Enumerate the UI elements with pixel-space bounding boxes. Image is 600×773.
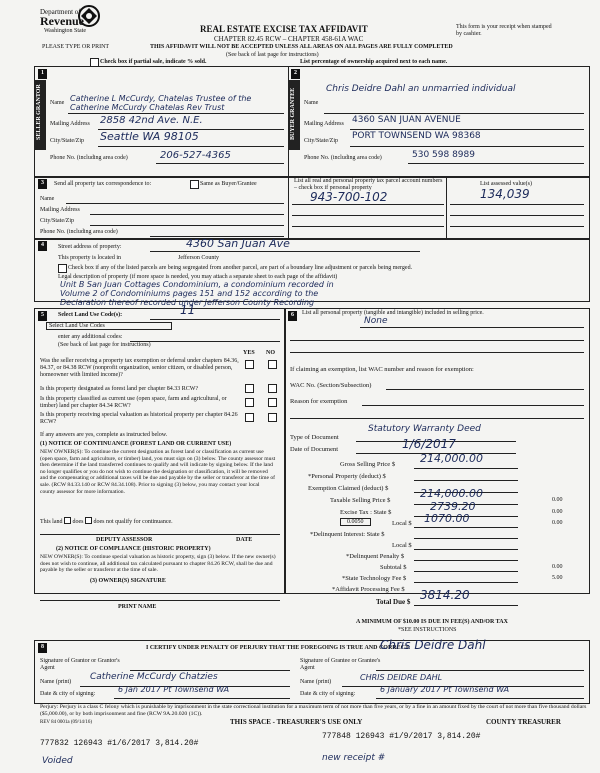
notice2-title: (2) NOTICE OF COMPLIANCE (HISTORIC PROPERTY) [56, 546, 211, 552]
tax-name-label: Name [40, 196, 55, 202]
select-codes-dropdown[interactable]: Select Land Use Codes [46, 322, 172, 330]
buyer-name-field[interactable]: Chris Deidre Dahl an unmarried individual [326, 84, 516, 94]
q-current-no[interactable] [268, 398, 277, 407]
personal-property-field[interactable]: None [364, 316, 388, 326]
q-exemption-no[interactable] [268, 360, 277, 369]
exemption-label: If claiming an exemption, list WAC number and reason for exemption: [290, 366, 474, 373]
does-checkbox[interactable] [64, 517, 71, 524]
revenue-label: Revenue [40, 14, 84, 28]
rate-box: 0.0050 [340, 518, 371, 526]
segregate-checkbox[interactable] [58, 264, 67, 273]
doc-date-field[interactable]: 1/6/2017 [402, 437, 456, 451]
parcel-header: List all real and personal property tax parcel account numbers – check box if personal property [294, 178, 443, 191]
section-4-badge: 4 [38, 241, 47, 251]
buyer-side-label: BUYER GRANTEE [290, 87, 296, 140]
segregate-label: Check box if any of the listed parcels are being segregated from another parcel, are part of a boundary line adjustment or parcels being merged. [68, 265, 413, 271]
grantor-name-field[interactable]: Catherine McCurdy Chatzies [90, 672, 218, 682]
section-5-badge: 5 [38, 311, 47, 321]
buyer-address-field[interactable]: 4360 SAN JUAN AVENUE [352, 115, 461, 125]
seller-address-field[interactable]: 2858 42nd Ave. N.E. [100, 115, 203, 126]
seller-side-label: SELLER GRANTOR [36, 84, 42, 140]
new-receipt-note: new receipt # [322, 753, 386, 763]
section-6-badge: 6 [288, 311, 297, 321]
q-exemption: Was the seller receiving a property tax exemption or deferral under chapters 84.36, 84.37, or 84.38 RCW (nonprofit organization, senior citizen, or disabled person, homeowner with limited income)? [40, 358, 239, 378]
grantor-date-field[interactable]: 6 Jan 2017 Pt Townsend WA [118, 685, 230, 694]
grantee-name-label: Name (print) [300, 679, 332, 685]
form-notice: THIS AFFIDAVIT WILL NOT BE ACCEPTED UNLESS ALL AREAS ON ALL PAGES ARE FULLY COMPLETED [150, 44, 453, 50]
tax-corr-label: Send all property tax correspondence to: [54, 181, 152, 187]
rev-number: REV 84 0001a (09/14/16) [40, 720, 92, 725]
yes-header: YES [243, 350, 255, 356]
doc-date-label: Date of Document [290, 446, 339, 453]
grantee-date-field[interactable]: 6 January 2017 Pt Townsend WA [380, 685, 510, 694]
partial-sale-label: Check box if partial sale, indicate % sold. [100, 59, 207, 65]
deputy-date-label: DATE [236, 537, 253, 543]
state-tax-field[interactable]: 2739.20 [430, 500, 476, 513]
buyer-phone-field[interactable]: 530 598 8989 [412, 150, 475, 160]
see-last-page: (See back of last page for instructions) [226, 52, 319, 58]
land-does-row: This land does does not qualify for continuance. [40, 519, 173, 525]
stamp-left: 777832 126943 #1/6/2017 3,814.20# [40, 739, 199, 748]
tax-city-label: City/State/Zip [40, 218, 74, 224]
q-historic-no[interactable] [268, 413, 277, 422]
local-label: Local $ [392, 520, 412, 527]
taxable-field[interactable]: 214,000.00 [420, 487, 483, 500]
same-as-buyer-label: Same as Buyer/Grantee [200, 181, 257, 187]
q-historic: Is this property receiving special valuation as historical property per chapter 84.26 RCW? [40, 412, 238, 425]
buyer-city-label: City/State/Zip [304, 138, 338, 144]
sig-grantee-label: Signature of Grantee or Grantee's Agent [300, 658, 381, 671]
grantor-name-label: Name (print) [40, 679, 72, 685]
q-forest: Is this property designated as forest land per chapter 84.33 RCW? [40, 386, 199, 392]
seller-phone-label: Phone No. (including area code) [50, 155, 128, 161]
see-instructions: *SEE INSTRUCTIONS [398, 627, 457, 633]
owner-sig-label: (3) OWNER(S) SIGNATURE [90, 578, 166, 584]
notice2-text: NEW OWNER(S): To continue special valuation as historic property, sign (3) below. If the new owner(s) does not wish to continue, all additional tax calculated pursuant to chapter 84.26 RCW, shall be due and payable by the seller or transferor at the time of sale. [40, 554, 276, 574]
zero-col-2: 0.00 [552, 509, 563, 515]
section-2-badge: 2 [291, 69, 300, 79]
land-use-label: Select Land Use Code(s): [58, 312, 123, 318]
local-tax-field[interactable]: 1070.00 [424, 512, 470, 525]
tech-label: *State Technology Fee $ [342, 575, 407, 582]
affidavit-fee-label: *Affidavit Processing Fee $ [332, 586, 405, 593]
certify-statement: I CERTIFY UNDER PENALTY OF PERJURY THAT THE FOREGOING IS TRUE AND CORRECT. [146, 645, 411, 651]
reason-label: Reason for exemption [290, 398, 348, 405]
tech-fee-value: 5.00 [552, 575, 563, 581]
assessed-header: List assessed value(s) [480, 181, 532, 187]
notice1-title: (1) NOTICE OF CONTINUANCE (FOREST LAND OR CURRENT USE) [40, 441, 232, 447]
grantor-date-label: Date & city of signing: [40, 691, 96, 697]
section-3-badge: 3 [38, 179, 47, 189]
sig-grantor-label: Signature of Grantor or Grantor's Agent [40, 658, 120, 671]
interest-label: *Delinquent Interest: State $ [310, 531, 385, 538]
seller-city-label: City/State/Zip [50, 138, 84, 144]
notice1-text: NEW OWNER(S): To continue the current designation as forest land or classification as current use (open space, farm and agriculture, or timber) land, you must sign on (3) below. The county assessor must then determine if the land transferred continues to qualify and will indicate by signing below. If the land no longer qualifies or you do not wish to continue the designation or classification, it will be removed and the compensating or additional taxes will be due and payable by the seller or transferor at the time of sale. (RCW 84.33.140 or RCW 84.34.108). Prior to signing (3) below, you may contact your local county assessor for more information. [40, 449, 276, 495]
list-pct-label: List percentage of ownership acquired next to each name. [300, 59, 448, 65]
seller-phone-field[interactable]: 206-527-4365 [160, 150, 231, 161]
buyer-phone-label: Phone No. (including area code) [304, 155, 382, 161]
county-treasurer: COUNTY TREASURER [486, 718, 561, 726]
tax-address-label: Mailing Address [40, 207, 80, 213]
exemption-deduct-label: Exemption Claimed (deduct) $ [308, 485, 389, 492]
county-value: Jefferson County [178, 255, 220, 261]
personal-deduct-label: *Personal Property (deduct) $ [308, 473, 386, 480]
seller-name-label: Name [50, 100, 65, 106]
penalty-label: *Delinquent Penalty $ [346, 553, 405, 560]
buyer-city-field[interactable]: PORT TOWNSEND WA 98368 [352, 131, 481, 141]
gross-label: Gross Selling Price $ [340, 461, 396, 468]
if-yes-label: If any answers are yes, complete as instructed below. [40, 432, 168, 438]
state-label: Washington State [44, 28, 87, 34]
print-name-label: PRINT NAME [118, 604, 157, 610]
type-print-label: PLEASE TYPE OR PRINT [42, 44, 110, 50]
seller-name-field[interactable]: Catherine L McCurdy, Chatelas Trustee of the Catherine McCurdy Chatelas Rev Trust [70, 94, 252, 112]
buyer-name-label: Name [304, 100, 319, 106]
deputy-label: DEPUTY ASSESSOR [96, 537, 153, 543]
personal-property-label: List all personal property (tangible and intangible) included in selling price. [302, 310, 484, 316]
grantee-name-field[interactable]: CHRIS DEIDRE DAHL [360, 673, 443, 682]
legal-line-1[interactable]: Unit B San Juan Cottages Condominium, a condominium recorded in [60, 280, 334, 289]
local2-label: Local $ [392, 542, 412, 549]
q-current-use: Is this property classified as current use (open space, farm and agricultural, or timber) land per chapter 84.34 RCW? [40, 396, 227, 409]
enter-additional-label: enter any additional codes: [58, 334, 123, 340]
stamp-right: 777848 126943 #1/9/2017 3,814.20# [322, 732, 481, 741]
legal-line-3-vis[interactable]: Declaration thereof recorded under Jefferson County Recording [60, 298, 315, 307]
street-label: Street address of property: [58, 244, 122, 250]
q-exemption-yes[interactable] [245, 360, 254, 369]
dept-label: Department of [40, 8, 81, 16]
same-as-buyer-checkbox[interactable] [190, 180, 199, 189]
perjury-text: Perjury: Perjury is a class C felony which is punishable by imprisonment in the state correctional institution for a maximum term of not more than five years, or by a fine in an amount fixed by the court of not more than five thousand dollars ($5,000.00), or by both imprisonment and fine (RCW 9A.20.020 (1C)). [40, 704, 587, 717]
legal-label: Legal description of property (if more space is needed, you may attach a separate sheet to each page of the affidavit) [58, 274, 338, 280]
parcel-field[interactable]: 943-700-102 [310, 190, 388, 204]
seller-address-label: Mailing Address [50, 121, 90, 127]
zero-col-4: 0.00 [552, 564, 563, 570]
zero-col-1: 0.00 [552, 497, 563, 503]
seller-city-field[interactable]: Seattle WA 98105 [100, 130, 199, 143]
q-historic-yes[interactable] [245, 413, 254, 422]
grantee-signature[interactable]: Chris Deidre Dahl [380, 638, 486, 652]
see-back-label: (See back of last page for instructions) [58, 342, 151, 348]
land-use-code-field[interactable]: 11 [180, 303, 196, 317]
voided-note: Voided [42, 756, 73, 766]
does-not-checkbox[interactable] [85, 517, 92, 524]
treasurer-only: THIS SPACE - TREASURER'S USE ONLY [230, 718, 363, 726]
tax-phone-label: Phone No. (including area code) [40, 229, 118, 235]
section-1-badge: 1 [38, 69, 47, 79]
street-field[interactable]: 4360 San Juan Ave [186, 237, 290, 250]
minimum-note: A MINIMUM OF $10.00 IS DUE IN FEE(S) AND/OR TAX [356, 619, 508, 625]
doc-type-field[interactable]: Statutory Warranty Deed [368, 424, 481, 434]
receipt-note: This form is your receipt when stamped by cashier. [456, 24, 552, 37]
assessed-field[interactable]: 134,039 [480, 187, 530, 201]
excise-label: Excise Tax : State $ [340, 509, 392, 516]
gross-field[interactable]: 214,000.00 [420, 452, 483, 465]
section-8-badge: 8 [38, 643, 47, 653]
subtotal-label: Subtotal $ [380, 564, 407, 571]
total-label: Total Due $ [376, 598, 411, 606]
grantee-date-label: Date & city of signing: [300, 691, 356, 697]
taxable-label: Taxable Selling Price $ [330, 497, 391, 504]
q-current-yes[interactable] [245, 398, 254, 407]
q-forest-no[interactable] [268, 384, 277, 393]
form-title: REAL ESTATE EXCISE TAX AFFIDAVIT [200, 24, 368, 34]
wac-label: WAC No. (Section/Subsection) [290, 382, 372, 389]
no-header: NO [266, 350, 275, 356]
form-chapter: CHAPTER 82.45 RCW – CHAPTER 458-61A WAC [214, 35, 364, 43]
q-forest-yes[interactable] [245, 384, 254, 393]
legal-line-2[interactable]: Volume 2 of Condominiums pages 151 and 152 according to the [60, 289, 319, 298]
zero-col-3: 0.00 [552, 520, 563, 526]
doc-type-label: Type of Document [290, 434, 339, 441]
total-field[interactable]: 3814.20 [420, 588, 470, 602]
buyer-address-label: Mailing Address [304, 121, 344, 127]
located-label: This property is located in [58, 255, 121, 261]
